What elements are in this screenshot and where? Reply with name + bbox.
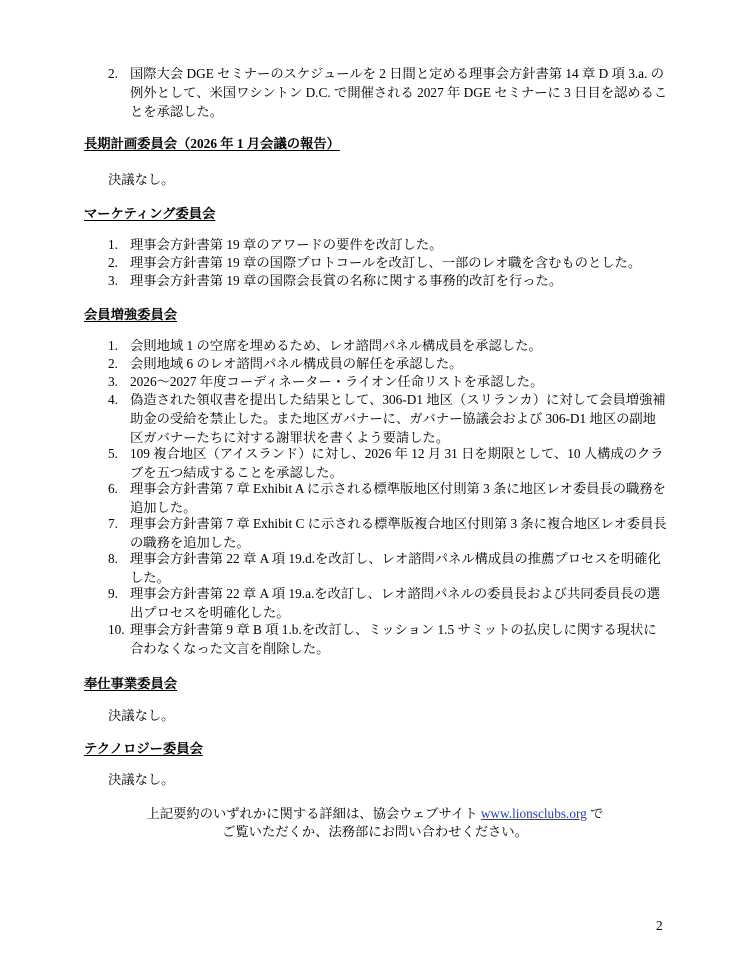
list-number: 5. (108, 446, 118, 461)
footer-note (0, 804, 750, 823)
website-link[interactable]: www.lionsclubs.org (480, 806, 587, 821)
no-resolution-text: 決議なし。 (108, 172, 175, 187)
list-item (108, 390, 668, 447)
no-resolution-text: 決議なし。 (108, 772, 175, 787)
list-item (108, 354, 668, 373)
list-number: 1. (108, 338, 118, 353)
list-text: 理事会方針書第 19 章の国際会長賞の名称に関する事務的改訂を行った。 (130, 273, 563, 288)
page-number: 2 (656, 918, 663, 933)
list-text: 109 複合地区（アイスランド）に対し、2026 年 12 月 31 日を期限として、10 人構成のクラブを五つ結成することを承認した。 (130, 446, 664, 480)
list-text: 国際大会 DGE セミナーのスケジュールを 2 日間と定める理事会方針書第 14 章 D 項 3.a. の例外として、米国ワシントン D.C. で開催される 2027 年 DGE セミナーに 3 日目を認めることを承認した。 (130, 66, 668, 119)
list-item (108, 372, 668, 391)
section-heading-long-range: 長期計画委員会（2026 年 1 月会議の報告） (84, 136, 340, 151)
footer-text: 上記要約のいずれかに関する詳細は、協会ウェブサイト (146, 806, 481, 821)
list-text: 理事会方針書第 22 章 A 項 19.d.を改訂し、レオ諮問パネル構成員の推薦プロセスを明確化した。 (130, 551, 661, 585)
list-number: 2. (108, 356, 118, 371)
list-text: 理事会方針書第 19 章のアワードの要件を改訂した。 (130, 237, 443, 252)
list-number: 6. (108, 481, 118, 496)
list-item (108, 64, 668, 121)
footer-note-line2: ご覧いただくか、法務部にお問い合わせください。 (222, 824, 528, 839)
section-heading-service: 奉仕事業委員会 (84, 676, 178, 691)
list-item (108, 479, 668, 517)
list-text: 理事会方針書第 22 章 A 項 19.a.を改訂し、レオ諮問パネルの委員長および共同委員長の選出プロセスを明確化した。 (130, 586, 661, 620)
list-number: 7. (108, 516, 118, 531)
list-item (108, 253, 668, 272)
section-heading-membership: 会員増強委員会 (84, 307, 178, 322)
list-text: 理事会方針書第 7 章 Exhibit C に示される標準版複合地区付則第 3 条に複合地区レオ委員長の職務を追加した。 (130, 516, 667, 550)
section-heading-technology: テクノロジー委員会 (84, 741, 203, 756)
list-text: 会則地域 6 のレオ諮問パネル構成員の解任を承認した。 (130, 356, 463, 371)
list-item (108, 584, 668, 622)
list-text: 2026～2027 年度コーディネーター・ライオン任命リストを承認した。 (130, 374, 544, 389)
list-text: 理事会方針書第 9 章 B 項 1.b.を改訂し、ミッション 1.5 サミットの払戻しに関する現状に合わなくなった文言を削除した。 (130, 622, 657, 656)
footer-text: で (586, 806, 604, 821)
list-number: 9. (108, 586, 118, 601)
list-number: 1. (108, 237, 118, 252)
list-number: 10. (108, 622, 125, 637)
list-number: 3. (108, 374, 118, 389)
list-number: 3. (108, 273, 118, 288)
list-number: 2. (108, 255, 118, 270)
list-item (108, 620, 668, 658)
list-item (108, 235, 668, 254)
list-number: 8. (108, 551, 118, 566)
list-item (108, 271, 668, 290)
list-text: 偽造された領収書を提出した結果として、306-D1 地区（スリランカ）に対して会員増強補助金の受給を禁止した。また地区ガバナーに、ガバナー協議会および 306-D1 地区の副地区ガバナーたちに対する謝罪状を書くよう要請した。 (130, 392, 666, 445)
list-item (108, 444, 668, 482)
list-item (108, 514, 668, 552)
list-number: 2. (108, 66, 118, 81)
no-resolution-text: 決議なし。 (108, 708, 175, 723)
list-text: 会則地域 1 の空席を埋めるため、レオ諮問パネル構成員を承認した。 (130, 338, 542, 353)
list-number: 4. (108, 392, 118, 407)
section-heading-marketing: マーケティング委員会 (84, 206, 216, 221)
list-text: 理事会方針書第 19 章の国際プロトコールを改訂し、一部のレオ職を含むものとした。 (130, 255, 642, 270)
list-item (108, 549, 668, 587)
list-text: 理事会方針書第 7 章 Exhibit A に示される標準版地区付則第 3 条に地区レオ委員長の職務を追加した。 (130, 481, 666, 515)
list-item (108, 336, 668, 355)
